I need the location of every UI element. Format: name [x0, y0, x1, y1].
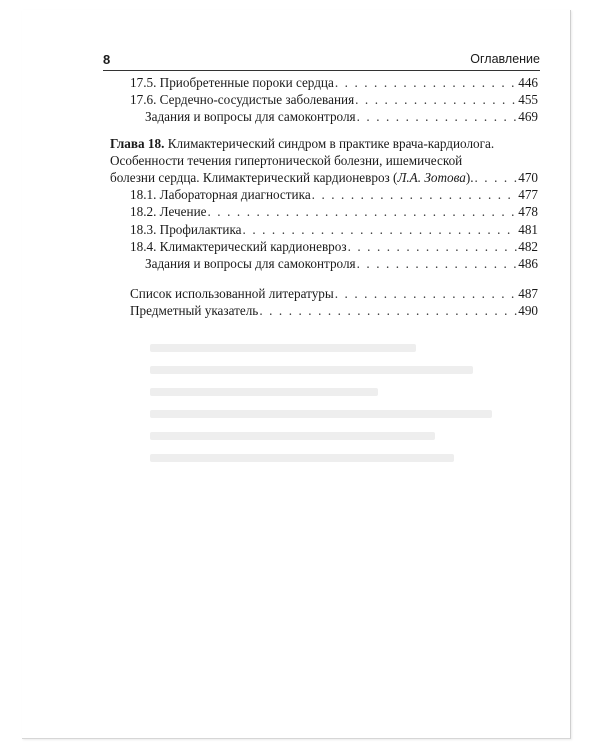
toc-entry-page: 455	[518, 92, 538, 108]
toc-entry-label: 18.1. Лабораторная диагностика	[130, 187, 311, 203]
chapter-title-text: болезни сердца. Климактерический кардионевроз (	[110, 170, 398, 186]
leader-dots	[259, 302, 517, 319]
leader-dots	[335, 285, 517, 302]
leader-dots	[475, 169, 518, 186]
toc-entry-page: 481	[518, 221, 538, 237]
toc-entry-label: Список использованной литературы	[130, 286, 334, 302]
toc-entry-label: 18.4. Климактерический кардионевроз	[130, 238, 347, 254]
toc-entry-page: 469	[518, 109, 538, 125]
chapter-author: Л.А. Зотова	[397, 170, 466, 186]
leader-dots	[335, 74, 517, 91]
toc-entry-label: Задания и вопросы для самоконтроля	[145, 256, 356, 272]
leader-dots	[357, 255, 518, 272]
leader-dots	[312, 186, 518, 203]
toc-entry-self-check-17[interactable]	[110, 108, 538, 125]
toc-entry-page: 482	[518, 238, 538, 254]
toc-entry-page: 486	[518, 256, 538, 272]
toc-entry-label: 17.6. Сердечно-сосудистые заболевания	[130, 92, 355, 108]
toc-entry-18-2[interactable]	[110, 203, 538, 220]
toc-entry-references[interactable]	[110, 285, 538, 302]
section-title: Оглавление	[470, 52, 540, 66]
toc-entry-17-6[interactable]	[110, 91, 538, 108]
toc-entry-label: 17.5. Приобретенные пороки сердца	[130, 75, 334, 90]
toc-entry-chapter-18[interactable]	[110, 135, 538, 187]
chapter-label: Глава 18.	[110, 135, 165, 151]
toc-entry-page: 490	[518, 303, 538, 319]
toc-entry-page: 470	[518, 170, 538, 186]
leader-dots	[348, 238, 518, 255]
leader-dots	[357, 108, 518, 125]
leader-dots	[208, 203, 518, 220]
page-number: 8	[103, 52, 111, 67]
toc-entry-page: 478	[518, 204, 538, 220]
running-header	[103, 52, 540, 71]
toc-entry-label: Задания и вопросы для самоконтроля	[145, 109, 356, 125]
toc-entry-subject-index[interactable]	[110, 302, 538, 319]
toc-entry-18-3[interactable]	[110, 221, 538, 238]
chapter-title-text: Климактерический синдром в практике врача-кардиолога.	[167, 135, 495, 151]
toc-entry-page: 477	[518, 187, 538, 203]
toc-entry-17-5[interactable]	[110, 74, 538, 91]
chapter-title-line-2: Особенности течения гипертонической болезни, ишемической	[110, 152, 463, 168]
toc-entry-label: 18.2. Лечение	[130, 204, 207, 220]
chapter-title-line-3	[110, 169, 538, 186]
chapter-title-line-1	[110, 135, 538, 152]
toc-entry-18-1[interactable]	[110, 186, 538, 203]
toc-entry-label: 18.3. Профилактика	[130, 221, 242, 237]
toc-entry-page: 487	[518, 286, 538, 302]
toc-entry-label: Предметный указатель	[130, 303, 259, 319]
toc-entry-page: 446	[518, 75, 538, 90]
toc-entry-self-check-18[interactable]	[110, 255, 538, 272]
table-of-contents	[110, 74, 538, 320]
toc-entry-18-4[interactable]	[110, 238, 538, 255]
leader-dots	[355, 91, 517, 108]
chapter-title-text: ).	[465, 170, 474, 186]
leader-dots	[243, 221, 518, 238]
bleed-through-texture	[150, 330, 530, 476]
